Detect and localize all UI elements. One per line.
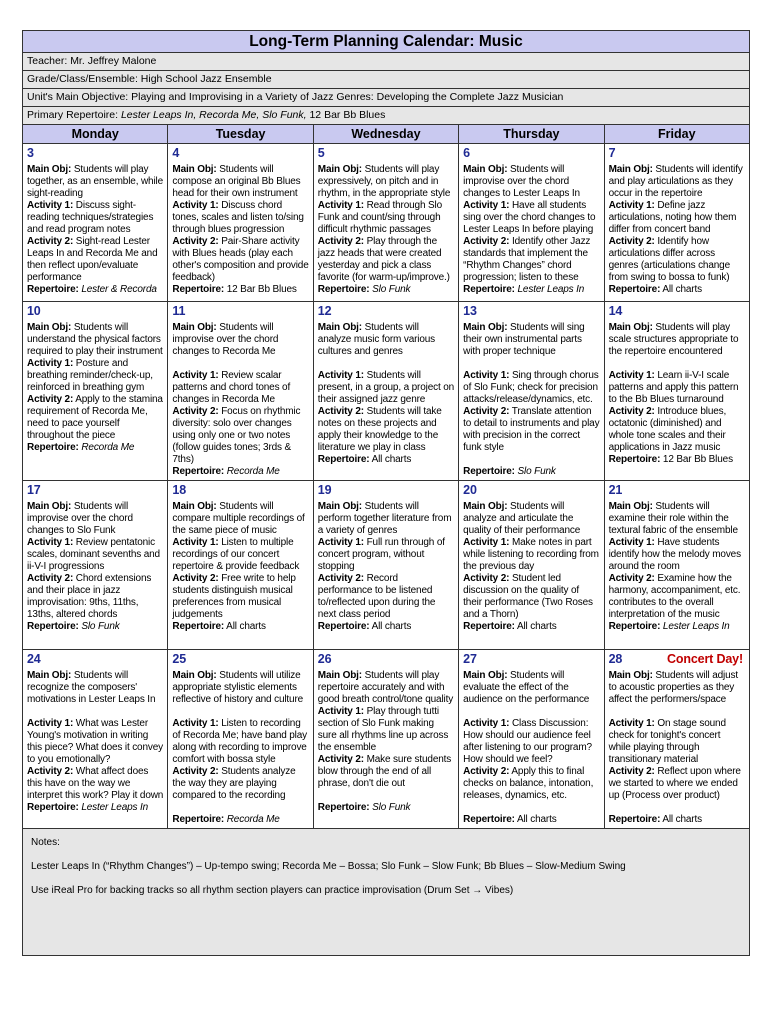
- day-thursday: Thursday: [459, 125, 604, 144]
- date-number: 27: [463, 652, 477, 666]
- calendar-table: [22, 30, 750, 956]
- calendar-title: Long-Term Planning Calendar: Music: [23, 31, 750, 53]
- main-objective: Main Obj: Students will compare multiple recordings of the same piece of music: [172, 501, 305, 536]
- day-cell: [313, 302, 458, 481]
- main-objective: Main Obj: Students will play expressively, on pitch and in rhythm, in the appropriate style: [317, 164, 451, 199]
- activity-2: Activity 2: Apply this to final checks on balance, intonation, releases, dynamics, etc.: [463, 766, 594, 801]
- repertoire: Repertoire: All charts: [463, 621, 557, 632]
- activity-2: Activity 2: Identify other Jazz standards that implement the “Rhythm Changes” chord progression; listen to these: [463, 236, 591, 283]
- main-objective: Main Obj: Students will improvise over the chord changes to Slo Funk: [27, 501, 133, 536]
- day-cell: [23, 481, 168, 650]
- date-number: 7: [608, 146, 616, 160]
- day-cell: [459, 302, 604, 481]
- repertoire-label: Primary Repertoire:: [27, 109, 121, 121]
- planning-calendar: [22, 30, 750, 956]
- main-objective: Main Obj: Students will utilize appropriate stylistic elements reflective of history and culture: [172, 670, 304, 705]
- repertoire: Repertoire: Slo Funk: [463, 466, 556, 477]
- date-number: 17: [27, 483, 41, 497]
- date-number: 14: [608, 304, 623, 318]
- week-row-1: [23, 144, 750, 302]
- main-objective: Main Obj: Students will play together, as an ensemble, while sight-reading: [27, 164, 163, 199]
- activity-1: Activity 1: Sing through chorus of Slo Funk; check for precision attacks/release/dynamics, etc.: [463, 370, 599, 405]
- activity-1: Activity 1: On stage sound check for tonight's concert while playing through transitionary material: [608, 718, 726, 765]
- main-objective: Main Obj: Students will identify and play articulations as they occur in the repertoire: [608, 164, 743, 199]
- day-cell: [459, 144, 604, 302]
- date-number: 21: [608, 483, 623, 497]
- main-objective: Main Obj: Students will evaluate the effect of the audience on the performance: [463, 670, 590, 705]
- activity-1: Activity 1: Read through Slo Funk and count/sing through difficult rhythmic passages: [317, 200, 443, 235]
- repertoire: Repertoire: All charts: [608, 284, 702, 295]
- notes-line-genres: Lester Leaps In (“Rhythm Changes”) – Up-tempo swing; Recorda Me – Bossa; Slo Funk – Slow Funk; Bb Blues – Slow-Medium Swing: [31, 861, 626, 872]
- day-cell: [23, 144, 168, 302]
- day-cell: [168, 302, 313, 481]
- date-number: 12: [317, 304, 332, 318]
- day-cell: [604, 302, 749, 481]
- repertoire: Repertoire: 12 Bar Bb Blues: [172, 284, 297, 295]
- date-number: 20: [463, 483, 477, 497]
- repertoire: Repertoire: Slo Funk: [317, 802, 411, 813]
- activity-2: Activity 2: Translate attention to detail to instruments and play with precision in the correct funk style: [463, 406, 600, 453]
- activity-2: Activity 2: Chord extensions and their place in jazz improvisation: 9ths, 11ths, 13ths, altered chords: [27, 573, 152, 620]
- activity-2: Activity 2: Introduce blues, octatonic (diminished) and whole tone scales and their applications in Jazz music: [608, 406, 727, 453]
- main-objective: Main Obj: Students will adjust to acoustic properties as they affect the performers/space: [608, 670, 739, 705]
- main-objective: Main Obj: Students will understand the physical factors required to play their instrument: [27, 322, 163, 357]
- date-number: 18: [172, 483, 186, 497]
- main-objective: Main Obj: Students will improvise over the chord changes to Lester Leaps In: [463, 164, 580, 199]
- date-number: 24: [27, 652, 41, 666]
- activity-1: Activity 1: What was Lester Young's motivation in writing this piece? What does it convey to you emotionally?: [27, 718, 163, 765]
- day-cell: [168, 650, 313, 829]
- day-cell: [168, 481, 313, 650]
- notes-section: [23, 829, 750, 956]
- activity-1: Activity 1: Play through tutti section of Slo Funk making sure all rhythms line up across the ensemble: [317, 706, 449, 753]
- activity-1: Activity 1: Define jazz articulations, noting how them differ from concert band: [608, 200, 737, 235]
- repertoire: Repertoire: All charts: [172, 621, 266, 632]
- concert-day-label: Concert Day!: [667, 652, 743, 666]
- date-number: 3: [27, 146, 34, 160]
- main-objective: Main Obj: Students will analyze and articulate the quality of their performance: [463, 501, 581, 536]
- repertoire: Repertoire: All charts: [463, 814, 557, 825]
- day-tuesday: Tuesday: [168, 125, 313, 144]
- repertoire-plain: 12 Bar Bb Blues: [309, 109, 386, 121]
- day-cell: [604, 144, 749, 302]
- activity-2: Activity 2: Record performance to be listened to/reflected upon during the next class period: [317, 573, 436, 620]
- date-number: 28: [608, 652, 623, 666]
- repertoire: Repertoire: Recorda Me: [27, 442, 135, 453]
- activity-1: Activity 1: Posture and breathing reminder/check-up, reinforced in breathing gym: [27, 358, 153, 393]
- date-number: 6: [463, 146, 470, 160]
- activity-2: Activity 2: Free write to help students distinguish musical preferences from musical judgements: [172, 573, 296, 620]
- activity-1: Activity 1: Review scalar patterns and chord tones of changes in Recorda Me: [172, 370, 291, 405]
- activity-2: Activity 2: Student led discussion on the quality of their performance (Two Roses and a Thorn): [463, 573, 593, 620]
- activity-1: Activity 1: Listen to multiple recordings of our concert repertoire & provide feedback: [172, 537, 300, 572]
- day-cell: [459, 650, 604, 829]
- day-cell: [168, 144, 313, 302]
- repertoire-line: [23, 107, 750, 125]
- repertoire: Repertoire: Lester & Recorda: [27, 284, 157, 295]
- date-number: 11: [172, 304, 186, 318]
- main-objective: Main Obj: Students will perform together literature from a variety of genres: [317, 501, 452, 536]
- main-objective: Main Obj: Students will improvise over the chord changes to Recorda Me: [172, 322, 279, 357]
- activity-1: Activity 1: Make notes in part while listening to recording from the previous day: [463, 537, 599, 572]
- day-cell: [604, 481, 749, 650]
- day-wednesday: Wednesday: [313, 125, 458, 144]
- activity-1: Activity 1: Review pentatonic scales, dominant sevenths and ii-V-I progressions: [27, 537, 160, 572]
- day-friday: Friday: [604, 125, 749, 144]
- week-row-3: [23, 481, 750, 650]
- notes-line-ireal: Use iReal Pro for backing tracks so all rhythm section players can practice improvisation (Drum Set → Vibes): [31, 885, 514, 896]
- repertoire: Repertoire: Recorda Me: [172, 466, 280, 477]
- repertoire: Repertoire: All charts: [317, 454, 412, 465]
- main-objective: Main Obj: Students will analyze music form various cultures and genres: [317, 322, 436, 357]
- day-cell: [313, 481, 458, 650]
- date-number: 19: [317, 483, 332, 497]
- main-objective: Main Obj: Students will recognize the composers' motivations in Lester Leaps In: [27, 670, 156, 705]
- activity-2: Activity 2: Apply to the stamina requirement of Recorda Me, need to pace yourself throughout the piece: [27, 394, 163, 441]
- activity-1: Activity 1: Full run through of concert program, without stopping: [317, 537, 445, 572]
- date-number: 26: [317, 652, 332, 666]
- teacher-line: Teacher: Mr. Jeffrey Malone: [23, 53, 750, 71]
- repertoire: Repertoire: Slo Funk: [317, 284, 411, 295]
- week-row-2: [23, 302, 750, 481]
- repertoire: Repertoire: Lester Leaps In: [27, 802, 149, 813]
- activity-1: Activity 1: Listen to recording of Recorda Me; have band play along with recording to improve comfort with bossa style: [172, 718, 308, 765]
- activity-2: Activity 2: Make sure students blow through the end of all phrase, don't die out: [317, 754, 452, 789]
- activity-2: Activity 2: Students analyze the way they are playing compared to the recording: [172, 766, 296, 801]
- main-objective: Main Obj: Students will play repertoire accurately and with good breath control/tone quality: [317, 670, 454, 705]
- activity-2: Activity 2: Examine how the harmony, accompaniment, etc. contributes to the overall interpretation of the music: [608, 573, 741, 620]
- activity-2: Activity 2: What affect does this have on the way we interpret this work? Play it down: [27, 766, 164, 801]
- date-number: 5: [317, 146, 325, 160]
- repertoire: Repertoire: All charts: [608, 814, 702, 825]
- main-objective: Main Obj: Students will sing their own instrumental parts with proper technique: [463, 322, 585, 357]
- main-objective: Main Obj: Students will compose an original Bb Blues head for their own instrument: [172, 164, 301, 199]
- activity-1: Activity 1: Students will present, in a group, a project on their assigned jazz genre: [317, 370, 455, 405]
- day-cell: [459, 481, 604, 650]
- repertoire: Repertoire: Lester Leaps In: [608, 621, 730, 632]
- date-number: 4: [172, 146, 180, 160]
- day-cell: [23, 302, 168, 481]
- activity-1: Activity 1: Learn ii-V-I scale patterns and apply this pattern to the Bb Blues turnaround: [608, 370, 739, 405]
- weekday-header: [23, 125, 750, 144]
- date-number: 25: [172, 652, 186, 666]
- activity-1: Activity 1: Have all students sing over the chord changes to Lester Leaps In before playing: [463, 200, 596, 235]
- grade-line: Grade/Class/Ensemble: High School Jazz Ensemble: [23, 71, 750, 89]
- repertoire: Repertoire: All charts: [317, 621, 412, 632]
- week-row-4: [23, 650, 750, 829]
- main-objective: Main Obj: Students will play scale structures appropriate to the repertoire encountered: [608, 322, 739, 357]
- activity-2: Activity 2: Reflect upon where we started to where we ended up (Process over product): [608, 766, 741, 801]
- activity-1: Activity 1: Discuss chord tones, scales and listen to/sing through blues progression: [172, 200, 304, 235]
- notes-heading: Notes:: [31, 837, 60, 848]
- activity-2: Activity 2: Identify how articulations differ across genres (articulations change from swing to bossa to funk): [608, 236, 730, 283]
- activity-2: Activity 2: Sight-read Lester Leaps In and Recorda Me and then reflect upon/evaluate performance: [27, 236, 158, 283]
- repertoire: Repertoire: Lester Leaps In: [463, 284, 585, 295]
- day-monday: Monday: [23, 125, 168, 144]
- date-number: 10: [27, 304, 41, 318]
- activity-1: Activity 1: Have students identify how the melody moves around the room: [608, 537, 741, 572]
- day-cell: [23, 650, 168, 829]
- day-cell: [313, 650, 458, 829]
- activity-1: Activity 1: Discuss sight-reading techniques/strategies and read program notes: [27, 200, 154, 235]
- repertoire: Repertoire: 12 Bar Bb Blues: [608, 454, 733, 465]
- activity-2: Activity 2: Students will take notes on these projects and apply their knowledge to the literature we play in class: [317, 406, 442, 453]
- date-number: 13: [463, 304, 477, 318]
- activity-2: Activity 2: Pair-Share activity with Blues heads (play each other's composition and provide feedback): [172, 236, 309, 283]
- activity-2: Activity 2: Focus on rhythmic diversity: solo over changes using only one or two notes (follow guides tones; 3rds & 7ths): [172, 406, 301, 465]
- main-objective: Main Obj: Students will examine their role within the textural fabric of the ensemble: [608, 501, 738, 536]
- activity-2: Activity 2: Play through the jazz heads that were created yesterday and pick a class favorite (for warm-up/improve.): [317, 236, 450, 283]
- day-cell: [604, 650, 749, 829]
- repertoire: Repertoire: Recorda Me: [172, 814, 280, 825]
- activity-1: Activity 1: Class Discussion: How should our audience feel after listening to our program? How should we feel?: [463, 718, 592, 765]
- repertoire-italic: Lester Leaps In, Recorda Me, Slo Funk,: [120, 109, 310, 121]
- objective-line: Unit's Main Objective: Playing and Improvising in a Variety of Jazz Genres: Developing the Complete Jazz Musician: [23, 89, 750, 107]
- day-cell: [313, 144, 458, 302]
- repertoire: Repertoire: Slo Funk: [27, 621, 120, 632]
